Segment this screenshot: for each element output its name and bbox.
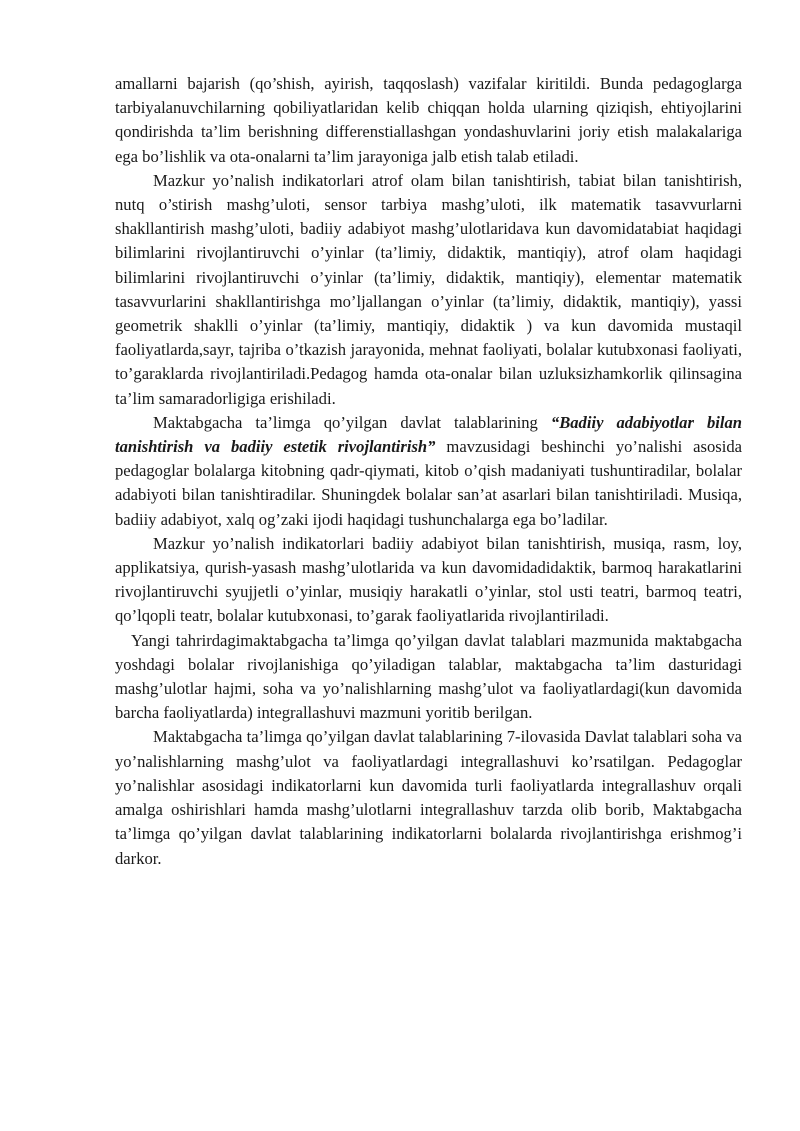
paragraph-3-rest: mavzusidagi beshinchi yo’nalishi asosida pedagoglar bolalarga kitobning qadr-qiymati, kitob o’qish madaniyati tushuntiradilar, bolalar adabiyoti bilan tanishtiradilar. Shuningdek bolalar san’at asarlari bilan tanishtiriladi. Musiqa, badiiy adabiyot, xalq og’zaki ijodi haqidagi tushunchalarga ega bo’ladilar. xyxy=(115,437,743,529)
paragraph-4: Mazkur yo’nalish indikatorlari badiiy adabiyot bilan tanishtirish, musiqa, rasm, loy, applikatsiya, qurish-yasash mashg’ulotlarida va kun davomidadidaktik, barmoq harakatlarini rivojlantiruvchi syujjetli o’yinlar, musiqiy harakatli o’yinlar, stol usti teatri, barmoq teatri, qo’lqopli teatr, bolalar kutubxonasi, to’garak faoliyatlarida rivojlantiriladi. xyxy=(115,533,742,626)
document-page xyxy=(115,72,742,871)
emphasized-topic-title: “Badiiy adabiyotlar bilan tanishtirish va badiiy estetik rivojlantirish” xyxy=(115,412,742,457)
paragraph-3 xyxy=(115,411,742,532)
paragraph-3-lead: Maktabgacha ta’limga qo’yilgan davlat talablarining xyxy=(153,412,551,432)
paragraph-5: Yangi tahrirdagimaktabgacha ta’limga qo’yilgan davlat talablari mazmunida maktabgacha yoshdagi bolalar rivojlanishiga qo’yiladigan talablar, maktabgacha ta’lim dasturidagi mashg’ulotlar hajmi, soha va yo’nalishlarning mashg’ulot va faoliyatlardagi(kun davomida barcha faoliyatlarda) integrallashuvi mazmuni yoritib berilgan. xyxy=(115,630,742,723)
paragraph-1: amallarni bajarish (qo’shish, ayirish, taqqoslash) vazifalar kiritildi. Bunda pedagoglarga tarbiyalanuvchilarning qobiliyatlaridan kelib chiqqan holda ularning qiziqish, ehtiyojlarini qondirishda ta’lim berishning differenstiallashgan yondashuvlarini joriy etish malakalariga ega bo’lishlik va ota-onalarni ta’lim jarayoniga jalb etish talab etiladi. xyxy=(115,74,742,166)
paragraph-6: Maktabgacha ta’limga qo’yilgan davlat talablarining 7-ilovasida Davlat talablari soha va yo’nalishlarning mashg’ulot va faoliyatlardagi integrallashuvi ko’rsatilgan. Pedagoglar yo’nalishlar asosidagi indikatorlarni kun davomida turli faoliyatlarda integrallashuv orqali amalga oshirishlari hamda mashg’ulotlarni integrallashuv tarzda olib borib, Maktabgacha ta’limga qo’yilgan davlat talablarining indikatorlarni bolalarda rivojlantirishga erishmog’i darkor. xyxy=(115,727,742,868)
paragraph-2: Mazkur yo’nalish indikatorlari atrof olam bilan tanishtirish, tabiat bilan tanishtirish, nutq o’stirish mashg’uloti, sensor tarbiya mashg’uloti, ilk matematik tasavvurlarni shakllantirish mashg’uloti, badiiy adabiyot mashg’ulotlaridava kun davomidatabiat haqidagi bilimlarini rivojlantiruvchi o’yinlar (ta’limiy, didaktik, mantiqiy), atrof olam haqidagi bilimlarini rivojlantiruvchi o’yinlar (ta’limiy, didaktik, mantiqiy), elementar matematik tasavvurlarini shakllantirishga mo’ljallangan o’yinlar (ta’limiy, didaktik, mantiqiy), yassi geometrik shaklli o’yinlar (ta’limiy, mantiqiy, didaktik ) va kun davomida mustaqil faoliyatlarda,sayr, tajriba o’tkazish jarayonida, mehnat faoliyati, bolalar kutubxonasi faoliyati, to’garaklarda rivojlantiriladi.Pedagog hamda ota-onalar bilan uzluksizhamkorlik qilinsagina ta’lim samaradorligiga erishiladi. xyxy=(115,170,742,408)
